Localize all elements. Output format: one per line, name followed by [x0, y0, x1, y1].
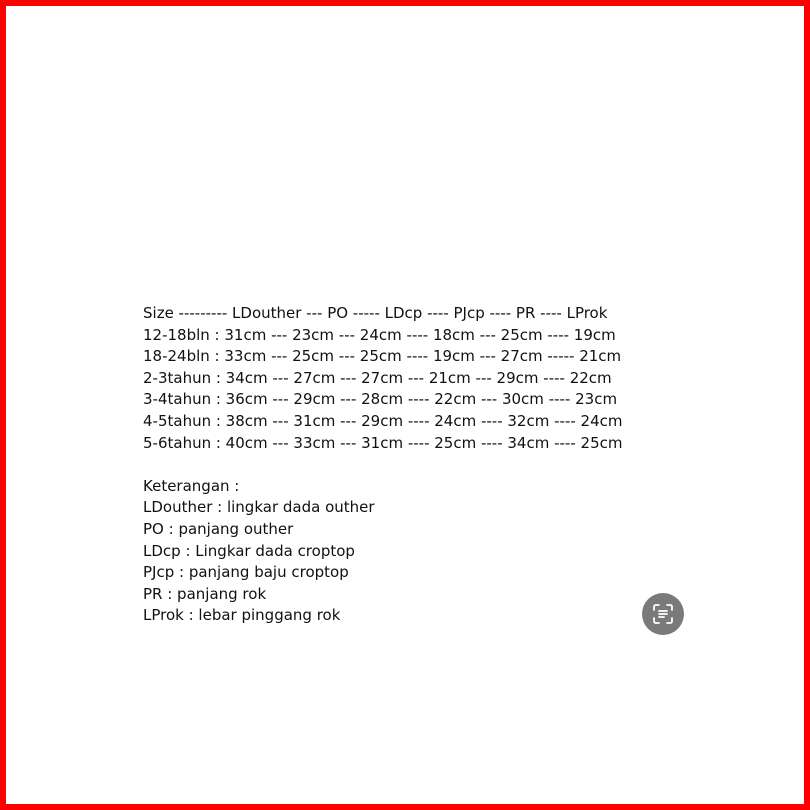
live-text-scan-icon — [652, 603, 674, 625]
live-text-scan-button[interactable] — [642, 593, 684, 635]
size-row: 12-18bln : 31cm --- 23cm --- 24cm ---- 18cm --- 25cm ---- 19cm — [143, 325, 616, 344]
size-row: 4-5tahun : 38cm --- 31cm --- 29cm ---- 24cm ---- 32cm ---- 24cm — [143, 411, 623, 430]
size-row: 5-6tahun : 40cm --- 33cm --- 31cm ---- 25cm ---- 34cm ---- 25cm — [143, 433, 623, 452]
size-row: 3-4tahun : 36cm --- 29cm --- 28cm ---- 22cm --- 30cm ---- 23cm — [143, 390, 618, 409]
legend-title: Keterangan : — [143, 476, 240, 495]
image-frame — [6, 6, 804, 804]
legend-item: LDcp : Lingkar dada croptop — [143, 541, 355, 560]
size-chart-header: Size --------- LDouther --- PO ----- LDcp ---- PJcp ---- PR ---- LProk — [143, 304, 608, 322]
legend-item: PR : panjang rok — [143, 584, 267, 603]
legend-item: LDouther : lingkar dada outher — [143, 498, 375, 517]
legend-item: LProk : lebar pinggang rok — [143, 606, 341, 625]
legend-item: PO : panjang outher — [143, 519, 294, 538]
blank-line — [143, 454, 673, 476]
size-row: 2-3tahun : 34cm --- 27cm --- 27cm --- 21cm --- 29cm ---- 22cm — [143, 368, 612, 387]
legend-item: PJcp : panjang baju croptop — [143, 563, 349, 582]
size-row: 18-24bln : 33cm --- 25cm --- 25cm ---- 19cm --- 27cm ----- 21cm — [143, 347, 622, 366]
size-chart-note — [143, 303, 673, 627]
